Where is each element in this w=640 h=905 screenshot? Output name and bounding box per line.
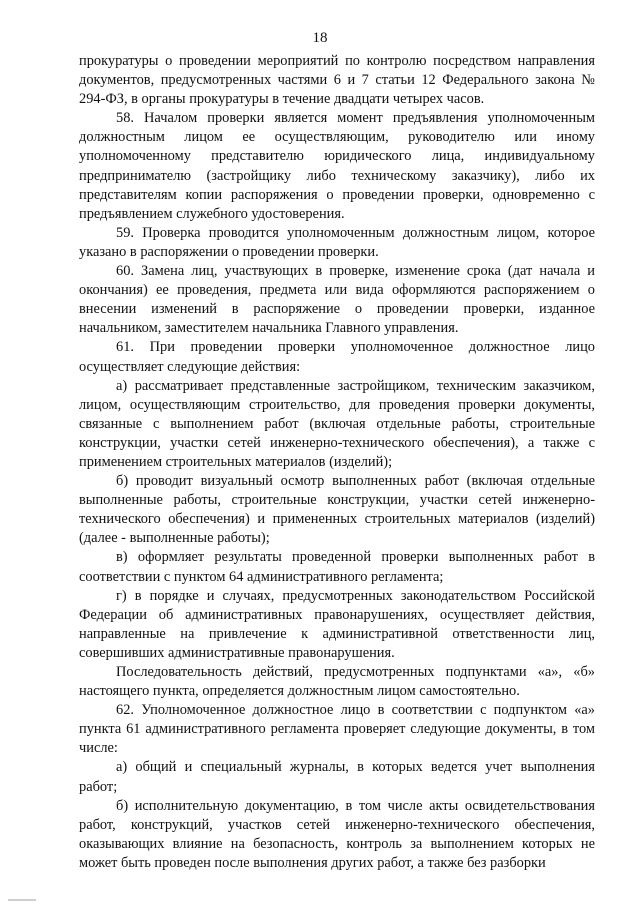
- paragraph-61-a: а) рассматривает представленные застройщиком, техническим заказчиком, лицом, осуществляющим строительство, для проведения проверки документы, связанные с выполнением работ (включая отдельные работы, строительные конструкции, участки сетей инженерно-технического обеспечения), а также с применением строительных материалов (изделий);: [79, 377, 595, 470]
- paragraph-60: 60. Замена лиц, участвующих в проверке, изменение срока (дат начала и окончания) ее проведения, предмета или вида оформляются распоряжением о внесении изменений в распоряжение о проведении проверки, изданное начальником, заместителем начальника Главного управления.: [79, 263, 595, 337]
- paragraph-61-g: г) в порядке и случаях, предусмотренных законодательством Российской Федерации об административных правонарушениях, осуществляет действия, направленные на привлечение к административной ответственности лиц, совершивших административные правонарушения.: [79, 587, 595, 661]
- paragraph-61-sequence: Последовательность действий, предусмотренных подпунктами «а», «б» настоящего пункта, определяется должностным лицом самостоятельно.: [79, 664, 595, 700]
- paragraph-59: 59. Проверка проводится уполномоченным должностным лицом, которое указано в распоряжении о проведении проверки.: [79, 224, 595, 260]
- paragraph-61: 61. При проведении проверки уполномоченное должностное лицо осуществляет следующие действия:: [79, 339, 595, 375]
- paragraph-58: 58. Началом проверки является момент предъявления уполномоченным должностным лицом ее осуществляющим, руководителю или иному уполномоченному представителю юридического лица, индивидуальному предпринимателю (застройщику либо техническому заказчику), либо их представителям копии распоряжения о проведении проверки, одновременно с предъявлением служебного удостоверения.: [79, 110, 595, 222]
- page-number: 18: [312, 30, 328, 46]
- document-body: [79, 52, 595, 873]
- paragraph-61-b: б) проводит визуальный осмотр выполненных работ (включая отдельные выполненные работы, строительные конструкции, участки сетей инженерно-технического обеспечения) и примененных строительных материалов (изделий) (далее - выполненные работы);: [79, 473, 595, 547]
- paragraph-continuation: прокуратуры о проведении мероприятий по контролю посредством направления документов, предусмотренных частями 6 и 7 статьи 12 Федерального закона № 294-ФЗ, в органы прокуратуры в течение двадцати четырех часов.: [79, 53, 595, 108]
- paragraph-61-v: в) оформляет результаты проведенной проверки выполненных работ в соответствии с пунктом 64 административного регламента;: [79, 549, 595, 585]
- paragraph-62: 62. Уполномоченное должностное лицо в соответствии с подпунктом «а» пункта 61 административного регламента проверяет следующие документы, в том числе:: [79, 702, 595, 757]
- paragraph-62-a: а) общий и специальный журналы, в которых ведется учет выполнения работ;: [79, 759, 595, 795]
- scan-edge-mark: [8, 899, 36, 901]
- paragraph-62-b: б) исполнительную документацию, в том числе акты освидетельствования работ, конструкций, участков сетей инженерно-технического обеспечения, оказывающих влияние на безопасность, контроль за выполнением которых не может быть проведен после выполнения других работ, а также без разборки: [79, 797, 595, 871]
